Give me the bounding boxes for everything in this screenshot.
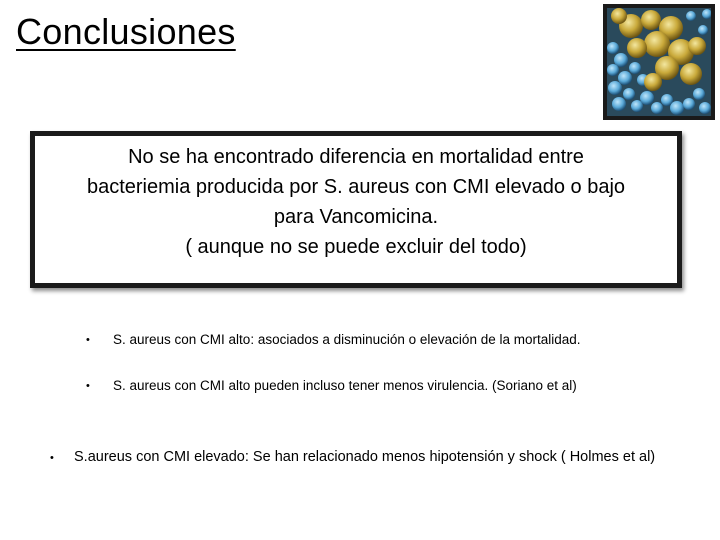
bullet-marker: • [50, 452, 54, 464]
slide-title: Conclusiones [16, 11, 236, 52]
callout-box [30, 131, 682, 288]
bullet-marker: • [86, 380, 90, 392]
callout-line: bacteriemia producida por S. aureus con CMI elevado o bajo [86, 176, 626, 198]
bullet-text: S.aureus con CMI elevado: Se han relacionado menos hipotensión y shock ( Holmes et al) [74, 449, 656, 465]
callout-text [35, 142, 677, 262]
callout-line: para Vancomicina. [273, 206, 439, 228]
bullet-text: S. aureus con CMI alto: asociados a disminución o elevación de la mortalidad. [113, 332, 581, 347]
bacteria-micrograph-icon [607, 8, 711, 116]
bullet-text: S. aureus con CMI alto pueden incluso tener menos virulencia. (Soriano et al) [113, 378, 577, 393]
callout-line: No se ha encontrado diferencia en mortalidad entre [128, 146, 584, 168]
callout-line: ( aunque no se puede excluir del todo) [185, 236, 527, 258]
bullet-marker: • [86, 334, 90, 346]
bacteria-image [603, 4, 715, 120]
